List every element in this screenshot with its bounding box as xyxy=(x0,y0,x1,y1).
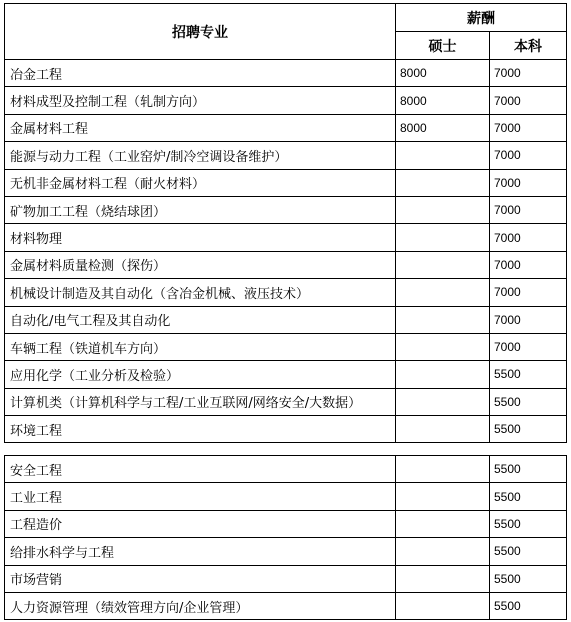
bachelor-header: 本科 xyxy=(490,32,567,60)
master-salary-cell xyxy=(396,279,490,306)
table-row xyxy=(5,416,567,443)
major-cell: 金属材料工程 xyxy=(5,114,396,141)
major-cell: 材料物理 xyxy=(5,224,396,251)
bachelor-salary-cell: 7000 xyxy=(490,169,567,196)
bachelor-salary-cell: 7000 xyxy=(490,251,567,278)
table-row xyxy=(5,361,567,388)
master-salary-cell xyxy=(396,361,490,388)
bachelor-salary-cell: 7000 xyxy=(490,279,567,306)
master-salary-cell xyxy=(396,483,490,510)
major-header: 招聘专业 xyxy=(5,4,396,60)
table-row xyxy=(5,60,567,87)
header-row xyxy=(5,4,567,32)
bachelor-salary-cell: 7000 xyxy=(490,114,567,141)
master-salary-cell xyxy=(396,306,490,333)
bachelor-salary-cell: 7000 xyxy=(490,306,567,333)
salary-table-top xyxy=(4,3,567,443)
master-salary-cell xyxy=(396,538,490,565)
table-row xyxy=(5,196,567,223)
bachelor-salary-cell: 5500 xyxy=(490,361,567,388)
major-cell: 安全工程 xyxy=(5,456,396,483)
master-salary-cell xyxy=(396,224,490,251)
major-cell: 材料成型及控制工程（轧制方向） xyxy=(5,87,396,114)
bachelor-salary-cell: 7000 xyxy=(490,196,567,223)
table-row xyxy=(5,483,567,510)
master-salary-cell xyxy=(396,510,490,537)
major-cell: 应用化学（工业分析及检验） xyxy=(5,361,396,388)
major-cell: 工业工程 xyxy=(5,483,396,510)
major-cell: 无机非金属材料工程（耐火材料） xyxy=(5,169,396,196)
major-cell: 金属材料质量检测（探伤） xyxy=(5,251,396,278)
table-row xyxy=(5,538,567,565)
bachelor-salary-cell: 7000 xyxy=(490,87,567,114)
table-row xyxy=(5,251,567,278)
master-salary-cell xyxy=(396,456,490,483)
bachelor-salary-cell: 5500 xyxy=(490,538,567,565)
bachelor-salary-cell: 7000 xyxy=(490,60,567,87)
table-row xyxy=(5,169,567,196)
table-row xyxy=(5,279,567,306)
major-cell: 冶金工程 xyxy=(5,60,396,87)
table-row xyxy=(5,87,567,114)
major-cell: 市场营销 xyxy=(5,565,396,592)
table-row xyxy=(5,306,567,333)
table-row xyxy=(5,388,567,415)
bachelor-salary-cell: 5500 xyxy=(490,456,567,483)
bachelor-salary-cell: 5500 xyxy=(490,592,567,619)
bachelor-salary-cell: 5500 xyxy=(490,388,567,415)
bachelor-salary-cell: 5500 xyxy=(490,510,567,537)
major-cell: 环境工程 xyxy=(5,416,396,443)
master-salary-cell xyxy=(396,196,490,223)
master-salary-cell xyxy=(396,388,490,415)
table-row xyxy=(5,333,567,360)
salary-header: 薪酬 xyxy=(396,4,567,32)
master-salary-cell xyxy=(396,592,490,619)
bachelor-salary-cell: 5500 xyxy=(490,565,567,592)
master-salary-cell: 8000 xyxy=(396,87,490,114)
salary-table-bottom xyxy=(4,455,567,620)
bachelor-salary-cell: 5500 xyxy=(490,416,567,443)
table-row xyxy=(5,224,567,251)
master-salary-cell: 8000 xyxy=(396,60,490,87)
major-cell: 给排水科学与工程 xyxy=(5,538,396,565)
master-salary-cell: 8000 xyxy=(396,114,490,141)
table-row xyxy=(5,114,567,141)
major-cell: 人力资源管理（绩效管理方向/企业管理） xyxy=(5,592,396,619)
master-salary-cell xyxy=(396,142,490,169)
master-salary-cell xyxy=(396,333,490,360)
major-cell: 机械设计制造及其自动化（含冶金机械、液压技术） xyxy=(5,279,396,306)
major-cell: 计算机类（计算机科学与工程/工业互联网/网络安全/大数据） xyxy=(5,388,396,415)
master-salary-cell xyxy=(396,416,490,443)
master-salary-cell xyxy=(396,565,490,592)
bachelor-salary-cell: 7000 xyxy=(490,224,567,251)
bachelor-salary-cell: 7000 xyxy=(490,142,567,169)
bachelor-salary-cell: 7000 xyxy=(490,333,567,360)
table-row xyxy=(5,456,567,483)
master-header: 硕士 xyxy=(396,32,490,60)
major-cell: 工程造价 xyxy=(5,510,396,537)
master-salary-cell xyxy=(396,251,490,278)
major-cell: 能源与动力工程（工业窑炉/制冷空调设备维护） xyxy=(5,142,396,169)
table-row xyxy=(5,510,567,537)
bachelor-salary-cell: 5500 xyxy=(490,483,567,510)
master-salary-cell xyxy=(396,169,490,196)
major-cell: 矿物加工工程（烧结球团） xyxy=(5,196,396,223)
table-row xyxy=(5,142,567,169)
major-cell: 车辆工程（铁道机车方向） xyxy=(5,333,396,360)
major-cell: 自动化/电气工程及其自动化 xyxy=(5,306,396,333)
table-row xyxy=(5,592,567,619)
table-row xyxy=(5,565,567,592)
